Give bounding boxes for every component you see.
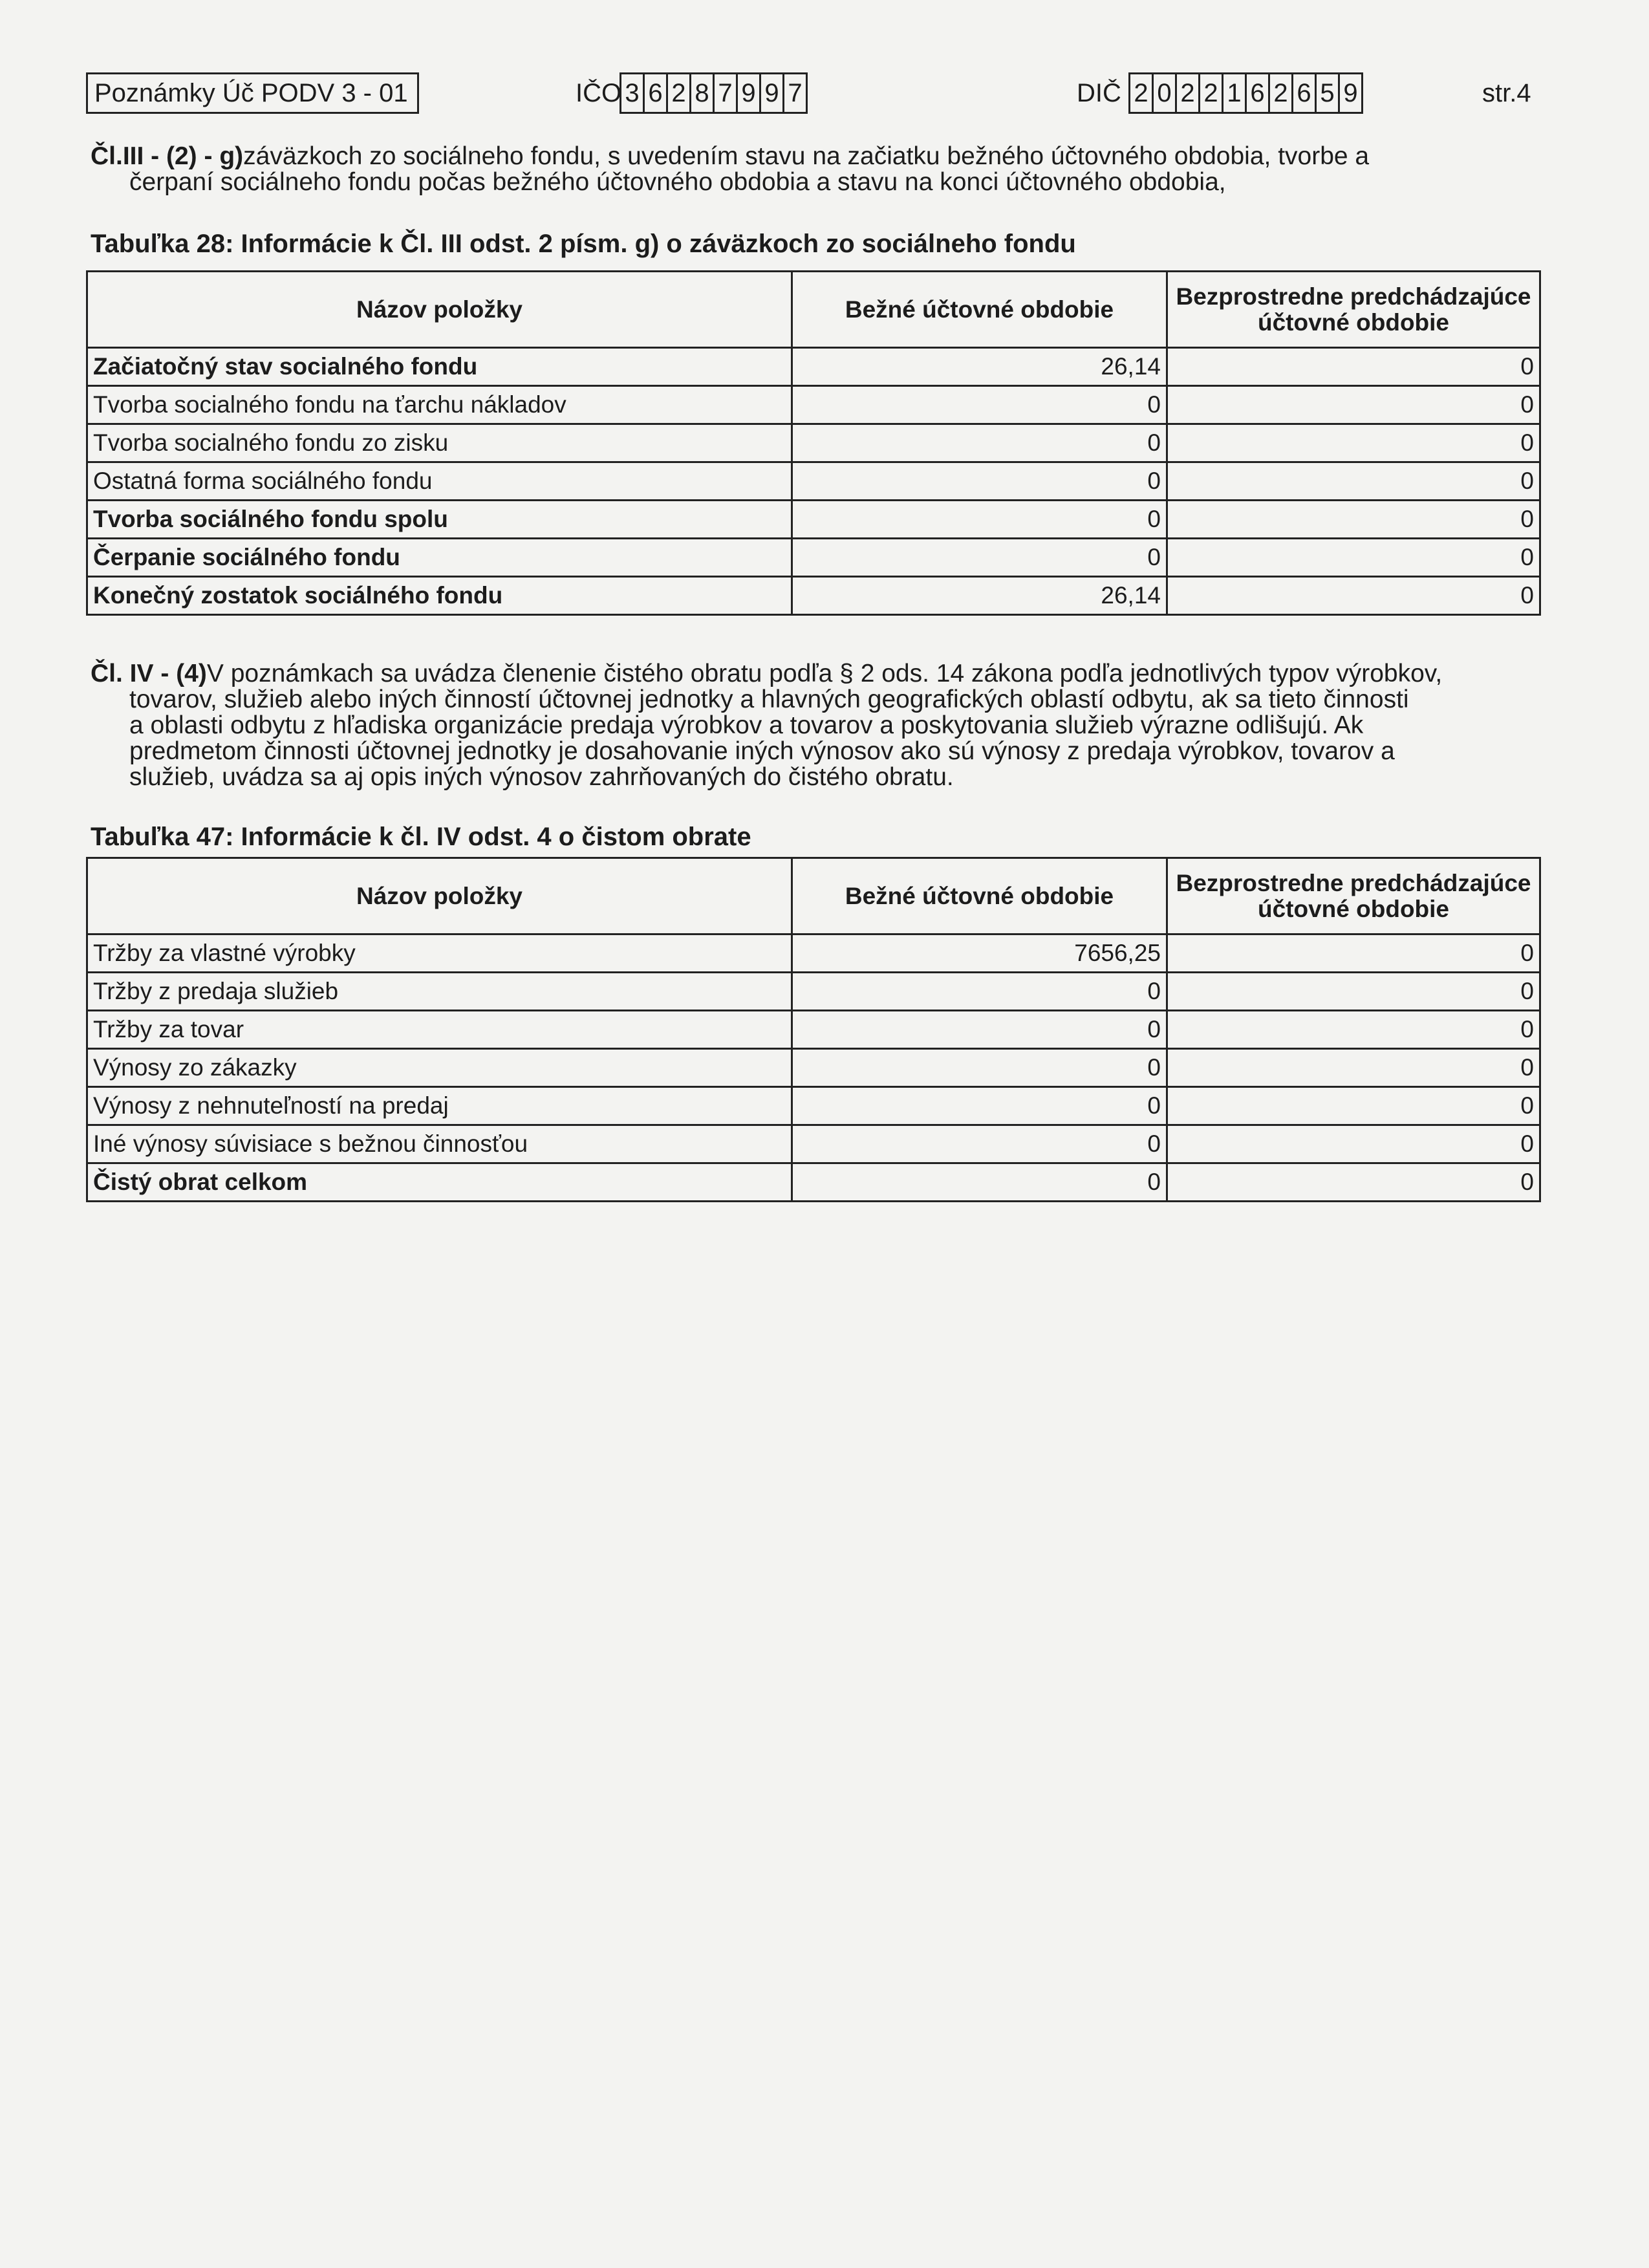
table-row xyxy=(87,934,1540,973)
row-previous: 0 xyxy=(1167,1049,1540,1087)
row-name: Tvorba socialného fondu zo zisku xyxy=(87,424,792,462)
ico-digits xyxy=(620,72,806,114)
dic-digit: 6 xyxy=(1245,72,1270,114)
dic-label: DIČ xyxy=(1077,79,1121,107)
row-current: 26,14 xyxy=(792,348,1167,386)
row-name: Tržby za tovar xyxy=(87,1011,792,1049)
section-iv-line: služieb, uvádza sa aj opis iných výnosov zahrňovaných do čistého obratu. xyxy=(129,763,954,791)
row-name: Tvorba socialného fondu na ťarchu nákladov xyxy=(87,386,792,424)
row-name: Ostatná forma sociálného fondu xyxy=(87,462,792,501)
section-iii-prefix: Čl.III - (2) - g) xyxy=(91,142,244,170)
row-current: 0 xyxy=(792,1011,1167,1049)
section-iv-line: a oblasti odbytu z hľadiska organizácie predaja výrobkov a tovarov a poskytovania služieb výrazne odlišujú. Ak xyxy=(129,711,1364,739)
table-row xyxy=(87,1087,1540,1125)
row-previous: 0 xyxy=(1167,539,1540,577)
row-name: Tržby za vlastné výrobky xyxy=(87,934,792,973)
row-name: Začiatočný stav socialného fondu xyxy=(87,348,792,386)
table-row xyxy=(87,1011,1540,1049)
column-header: Názov položky xyxy=(87,272,792,348)
table-row xyxy=(87,577,1540,615)
column-header: Bežné účtovné obdobie xyxy=(792,272,1167,348)
section-iii-line: čerpaní sociálneho fondu počas bežného účtovného obdobia a stavu na konci účtovného obdobia, xyxy=(129,168,1226,196)
row-current: 0 xyxy=(792,1163,1167,1202)
table47-title: Tabuľka 47: Informácie k čl. IV odst. 4 o čistom obrate xyxy=(91,823,751,851)
table-row xyxy=(87,1125,1540,1163)
table-row xyxy=(87,462,1540,501)
row-current: 0 xyxy=(792,973,1167,1011)
table-row xyxy=(87,501,1540,539)
dic-digit: 2 xyxy=(1268,72,1293,114)
row-current: 7656,25 xyxy=(792,934,1167,973)
section-iv-line: predmetom činnosti účtovnej jednotky je dosahovanie iných výnosov ako sú výnosy z predaja výrobkov, tovarov a xyxy=(129,737,1395,765)
section-iv-text xyxy=(91,661,1552,790)
table-row xyxy=(87,1163,1540,1202)
section-iii-line: záväzkoch zo sociálneho fondu, s uvedením stavu na začiatku bežného účtovného obdobia, tvorbe a xyxy=(243,142,1370,170)
ico-digit: 6 xyxy=(643,72,668,114)
row-previous: 0 xyxy=(1167,1163,1540,1202)
dic-digit: 2 xyxy=(1128,72,1154,114)
table-row xyxy=(87,424,1540,462)
row-previous: 0 xyxy=(1167,1011,1540,1049)
dic-digit: 0 xyxy=(1152,72,1177,114)
row-name: Čerpanie sociálného fondu xyxy=(87,539,792,577)
row-name: Konečný zostatok sociálného fondu xyxy=(87,577,792,615)
row-previous: 0 xyxy=(1167,424,1540,462)
row-name: Tvorba sociálného fondu spolu xyxy=(87,501,792,539)
row-previous: 0 xyxy=(1167,934,1540,973)
section-iii-text xyxy=(91,144,1552,195)
table-row xyxy=(87,1049,1540,1087)
dic-digit: 2 xyxy=(1198,72,1223,114)
dic-digit: 9 xyxy=(1338,72,1363,114)
form-title: Poznámky Úč PODV 3 - 01 xyxy=(86,72,419,114)
table-header-row xyxy=(87,272,1540,348)
section-iv-line: V poznámkach sa uvádza členenie čistého obratu podľa § 2 ods. 14 zákona podľa jednotlivých typov výrobkov, xyxy=(206,660,1443,687)
ico-digit: 3 xyxy=(620,72,645,114)
row-current: 26,14 xyxy=(792,577,1167,615)
ico-digit: 9 xyxy=(759,72,784,114)
table-header-row xyxy=(87,858,1540,934)
table28-title: Tabuľka 28: Informácie k Čl. III odst. 2 písm. g) o záväzkoch zo sociálneho fondu xyxy=(91,230,1076,258)
row-current: 0 xyxy=(792,424,1167,462)
table47 xyxy=(86,857,1541,1202)
ico-digit: 7 xyxy=(713,72,738,114)
dic-digit: 5 xyxy=(1315,72,1340,114)
section-iv-line: tovarov, služieb alebo iných činností účtovnej jednotky a hlavných geografických oblastí odbytu, ak sa tieto činnosti xyxy=(129,686,1409,713)
column-header: Bezprostredne predchádzajúce účtovné obdobie xyxy=(1167,272,1540,348)
row-previous: 0 xyxy=(1167,386,1540,424)
ico-label: IČO xyxy=(576,79,622,107)
row-current: 0 xyxy=(792,501,1167,539)
row-current: 0 xyxy=(792,462,1167,501)
table-row xyxy=(87,386,1540,424)
table-row xyxy=(87,973,1540,1011)
row-current: 0 xyxy=(792,1049,1167,1087)
dic-digit: 2 xyxy=(1175,72,1200,114)
row-previous: 0 xyxy=(1167,1087,1540,1125)
dic-digit: 6 xyxy=(1291,72,1317,114)
column-header: Bežné účtovné obdobie xyxy=(792,858,1167,934)
row-name: Výnosy zo zákazky xyxy=(87,1049,792,1087)
row-previous: 0 xyxy=(1167,973,1540,1011)
ico-digit: 7 xyxy=(782,72,808,114)
dic-digit: 1 xyxy=(1222,72,1247,114)
section-iv-prefix: Čl. IV - (4) xyxy=(91,660,207,687)
table-row xyxy=(87,539,1540,577)
row-name: Čistý obrat celkom xyxy=(87,1163,792,1202)
row-current: 0 xyxy=(792,1087,1167,1125)
ico-digit: 8 xyxy=(689,72,715,114)
row-current: 0 xyxy=(792,1125,1167,1163)
table-row xyxy=(87,348,1540,386)
row-name: Tržby z predaja služieb xyxy=(87,973,792,1011)
row-previous: 0 xyxy=(1167,501,1540,539)
table28 xyxy=(86,270,1541,616)
column-header: Názov položky xyxy=(87,858,792,934)
row-previous: 0 xyxy=(1167,577,1540,615)
row-name: Výnosy z nehnuteľností na predaj xyxy=(87,1087,792,1125)
row-previous: 0 xyxy=(1167,348,1540,386)
page-number: str.4 xyxy=(1482,79,1531,107)
row-name: Iné výnosy súvisiace s bežnou činnosťou xyxy=(87,1125,792,1163)
row-current: 0 xyxy=(792,539,1167,577)
row-current: 0 xyxy=(792,386,1167,424)
dic-digits xyxy=(1128,72,1361,114)
column-header: Bezprostredne predchádzajúce účtovné obdobie xyxy=(1167,858,1540,934)
row-previous: 0 xyxy=(1167,1125,1540,1163)
ico-digit: 9 xyxy=(736,72,761,114)
ico-digit: 2 xyxy=(666,72,691,114)
row-previous: 0 xyxy=(1167,462,1540,501)
